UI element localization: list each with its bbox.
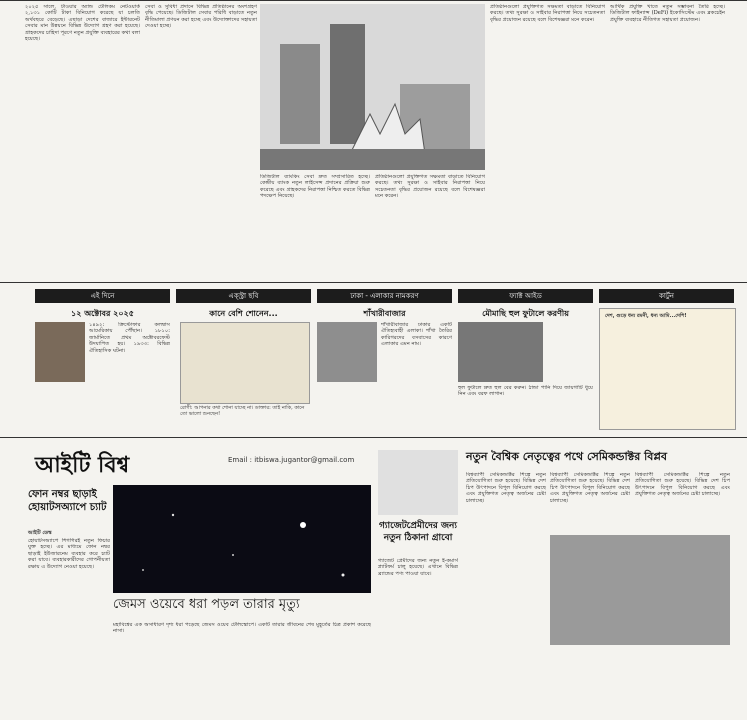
place-text: শাঁখারীবাজার ঢাকার একটি ঐতিহ্যবাহী এলাকা। শাঁখা তৈরির কারিগরদের বসবাসের কারণে এলাকার এমন নাম। [381, 322, 452, 348]
star-photo [113, 485, 371, 593]
top-column-6: আর্থিক প্রযুক্তি খাতে নতুন সম্ভাবনা তৈরি হচ্ছে। ডিজিটাল ফাইন্যান্স (DeFi) ইকোসিস্টেম এবং ব্লকচেইন প্রযুক্তি ব্যবহারে নীতিগত সহায়তা প্রয়োজন। [610, 4, 725, 23]
gadget-banner [378, 450, 458, 515]
gadget-text: গ্যাজেট প্রেমীদের জন্য নতুন ই-কমার্স প্ল্যাটফর্ম চালু হয়েছে। এখানে বিভিন্ন ব্র্যান্ডের পণ্য পাওয়া যাবে। [378, 558, 458, 577]
photo-caption: রোগী: আপনার কথা শোনা যাচ্ছে না। ডাক্তার: তাই নাকি, কানে তো ভালো শুনছেন! [180, 405, 305, 417]
semi-text-3: বিশ্বব্যাপী সেমিকন্ডাক্টর শিল্পে নতুন প্রতিযোগিতা শুরু হয়েছে। বিভিন্ন দেশ চিপ উৎপাদনে বিপুল বিনিয়োগ করছে এবং প্রযুক্তিগত নেতৃত্ব অর্জনের চেষ্টা চালাচ্ছে। [635, 472, 730, 498]
section-bar-place: ঢাকা - এলাকার নামকরণ [317, 289, 452, 303]
email-text: Email : itbiswa.jugantor@gmail.com [228, 456, 355, 464]
cartoon-bubble: দেশ, গুড়ে ধন্য রমনী, ধন্য আমি...দেশি! [605, 313, 687, 319]
section-bar-cartoon: কার্টুন [599, 289, 734, 303]
place-photo [317, 322, 377, 382]
top-column-4: প্রতিষ্ঠানগুলো প্রযুক্তিগত সক্ষমতা বাড়াতে বিনিয়োগ করছে। তথ্য সুরক্ষা ও সাইবার নিরাপত্তা নিয়ে সচেতনতা বৃদ্ধির প্রয়োজন রয়েছে বলে বিশেষজ্ঞরা মনে করেন। [375, 174, 485, 200]
bee-photo [458, 322, 543, 382]
star-title: জেমস ওয়েবে ধরা পড়ল তারার মৃত্যু [113, 597, 300, 612]
fact-text: হুল ফুটালে দ্রুত হুল বের করুন। ঠান্ডা পানি দিয়ে জায়গাটি ধুয়ে নিন এবং বরফ লাগান। [458, 385, 593, 398]
it-bishwa-logo: আইটি বিশ্ব [35, 452, 130, 478]
this-day-text: ১৪৯২: ক্রিস্টোফার কলম্বাস আমেরিকায় পৌঁছান। ১৮১০: জার্মানিতে প্রথম অক্টোবরফেস্ট উদযাপিত হয়। ১৯৩৩: বিভিন্ন ঐতিহাসিক ঘটনা। [89, 322, 170, 354]
semi-title: নতুন বৈশ্বিক নেতৃত্বের পথে সেমিকন্ডাক্টর বিপ্লব [466, 450, 668, 463]
cartoon [599, 308, 736, 430]
top-column-2: সেবা ও সুবিধা প্রদানে বিভিন্ন প্রতিষ্ঠানের অংশগ্রহণ বৃদ্ধি পেয়েছে। ডিজিটাল সেবার পরিধি বাড়াতে নতুন নীতিমালা প্রণয়ন করা হচ্ছে এবং উদ্যোক্তাদের সহায়তা দেওয়া হচ্ছে। [145, 4, 257, 30]
fact-title: মৌমাছি হুল ফুটালে করণীয় [482, 309, 569, 318]
star-text: মহাবিশ্বের এক অসাধারণ দৃশ্য ধরা পড়েছে জেমস ওয়েব টেলিস্কোপে। একটি তারার জীবনের শেষ মুহূর্তের চিত্র প্রকাশ করেছে নাসা। [113, 622, 371, 635]
lead-photo [260, 4, 485, 170]
columbus-portrait [35, 322, 85, 382]
story1-text: হোয়াটসঅ্যাপে শিগগিরই নতুন ফিচার যুক্ত হচ্ছে। এর মাধ্যমে ফোন নম্বর ছাড়াই ইউজারনেম ব্যবহার করে চ্যাট করা যাবে। ব্যবহারকারীদের গোপনীয়তা রক্ষায় এ উদ্যোগ নেওয়া হয়েছে। [28, 538, 110, 570]
gadget-title: গ্যাজেটপ্রেমীদের জন্য নতুন ঠিকানা গ্রাবো [378, 521, 458, 543]
story1-byline: আইটি ডেস্ক [28, 530, 52, 536]
top-column-5: প্রতিষ্ঠানগুলো প্রযুক্তিগত সক্ষমতা বাড়াতে বিনিয়োগ করছে। তথ্য সুরক্ষা ও সাইবার নিরাপত্তা নিয়ে সচেতনতা বৃদ্ধির প্রয়োজন রয়েছে বলে বিশেষজ্ঞরা মনে করেন। [490, 4, 605, 23]
place-title: শাঁখারীবাজার [363, 309, 406, 318]
semi-text-2: বিশ্বব্যাপী সেমিকন্ডাক্টর শিল্পে নতুন প্রতিযোগিতা শুরু হয়েছে। বিভিন্ন দেশ চিপ উৎপাদনে বিপুল বিনিয়োগ করছে এবং প্রযুক্তিগত নেতৃত্ব অর্জনের চেষ্টা চালাচ্ছে। [550, 472, 630, 504]
top-column-3: ডিজিটাল ব্যাংকিং সেবা দ্রুত সম্প্রসারিত হচ্ছে। কেন্দ্রীয় ব্যাংক নতুন লাইসেন্স প্রদানের প্রক্রিয়া শুরু করেছে এবং গ্রাহকদের নিরাপত্তা নিশ্চিত করতে বিভিন্ন পদক্ষেপ নিয়েছে। [260, 174, 370, 200]
chip-photo [550, 535, 730, 645]
semi-text: বিশ্বব্যাপী সেমিকন্ডাক্টর শিল্পে নতুন প্রতিযোগিতা শুরু হয়েছে। বিভিন্ন দেশ চিপ উৎপাদনে বিপুল বিনিয়োগ করছে এবং প্রযুক্তিগত নেতৃত্ব অর্জনের চেষ্টা চালাচ্ছে। [466, 472, 546, 504]
section-bar-photo: এক্স্ট্রা ছবি [176, 289, 311, 303]
this-day-date: ১২ অক্টোবর ২০২৫ [71, 309, 134, 318]
section-bar-fact: ফ্যাক্ট আইড [458, 289, 593, 303]
section-bar-this-day: এই দিনে [35, 289, 170, 303]
top-column-1: ২০২৫ সালে, টাওয়ার অ্যান্ড টেলিকম নেটওয়ার্ক ২,১৩১ কোটি টাকা বিনিয়োগ করেছে যা চলতি অর্থবছরে বেড়েছে। এছাড়া দেশের বাজারে ইন্টারনেট সেবার মান উন্নয়নে বিভিন্ন উদ্যোগ গ্রহণ করা হয়েছে। গ্রাহকদের চাহিদা পূরণে নতুন প্রযুক্তি ব্যবহারের কথা বলা হয়েছে। [25, 4, 140, 43]
doctor-illustration [180, 322, 310, 404]
story1-title: ফোন নম্বর ছাড়াই হোয়াটসঅ্যাপে চ্যাট [28, 489, 107, 513]
photo-title: কানে বেশি শোনেন... [209, 309, 278, 318]
